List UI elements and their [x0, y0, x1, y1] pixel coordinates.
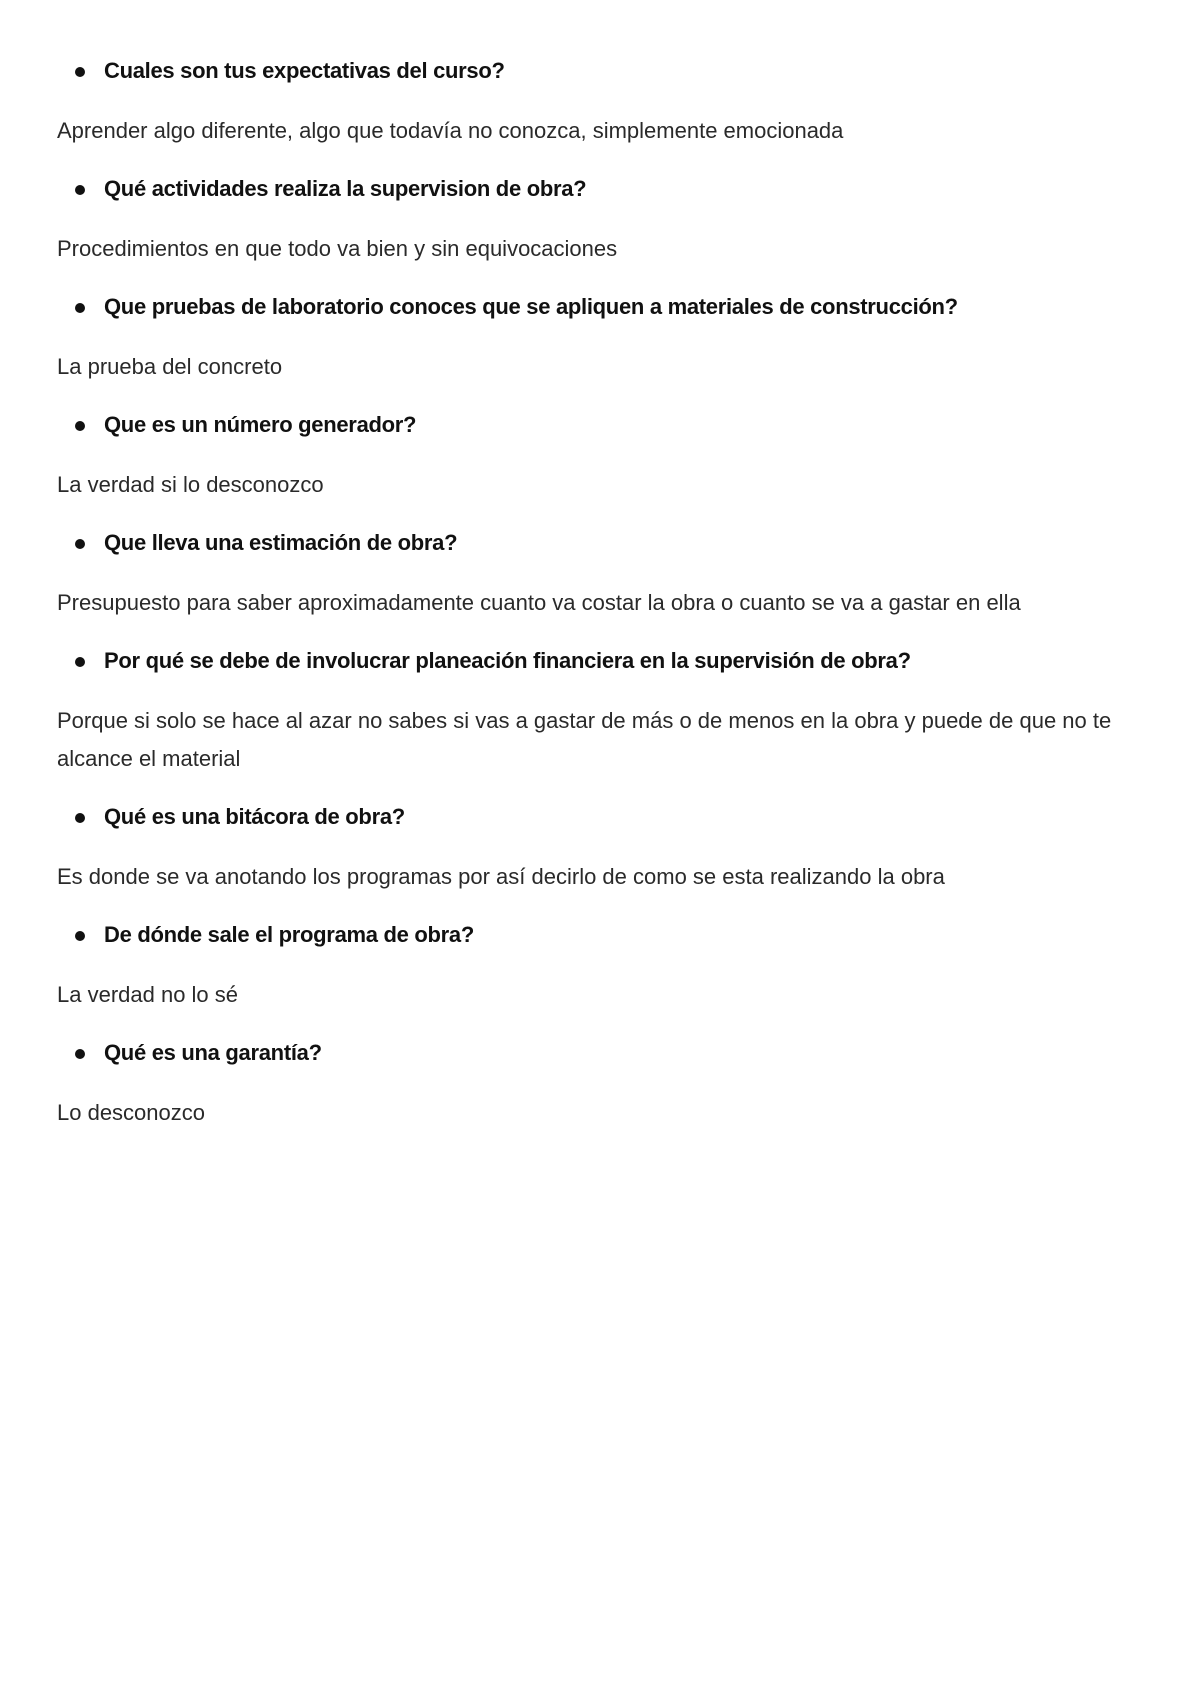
- question-text: Cuales son tus expectativas del curso?: [104, 58, 505, 83]
- answer-text: La verdad si lo desconozco: [57, 472, 324, 497]
- bullet-icon: [75, 421, 85, 431]
- bullet-icon: [75, 1049, 85, 1059]
- question: [57, 802, 1142, 832]
- question-text: Que lleva una estimación de obra?: [104, 530, 458, 555]
- qa-item-estimacion: [57, 528, 1142, 622]
- question-text: Que pruebas de laboratorio conoces que se apliquen a materiales de construcción?: [104, 294, 958, 319]
- bullet-icon: [75, 185, 85, 195]
- answer-text: Procedimientos en que todo va bien y sin equivocaciones: [57, 236, 618, 261]
- question: [57, 410, 1142, 440]
- question: [57, 920, 1142, 950]
- question: [57, 56, 1142, 86]
- bullet-icon: [75, 67, 85, 77]
- answer-text: La prueba del concreto: [57, 354, 283, 379]
- question-text: Qué es una garantía?: [104, 1040, 322, 1065]
- question-text: Qué actividades realiza la supervision de obra?: [104, 176, 587, 201]
- bullet-icon: [75, 657, 85, 667]
- bullet-icon: [75, 813, 85, 823]
- qa-item-numero-generador: [57, 410, 1142, 504]
- question-text: Que es un número generador?: [104, 412, 417, 437]
- bullet-icon: [75, 931, 85, 941]
- qa-item-pruebas: [57, 292, 1142, 386]
- bullet-icon: [75, 303, 85, 313]
- answer-text: Aprender algo diferente, algo que todavía no conozca, simplemente emocionada: [57, 118, 844, 143]
- question: [57, 1038, 1142, 1068]
- document-page: [57, 56, 1142, 1156]
- question: [57, 292, 1142, 322]
- answer-text: Lo desconozco: [57, 1100, 205, 1125]
- answer-text: Presupuesto para saber aproximadamente cuanto va costar la obra o cuanto se va a gastar en ella: [57, 590, 1021, 615]
- qa-item-bitacora: [57, 802, 1142, 896]
- qa-item-expectativas: [57, 56, 1142, 150]
- question: [57, 174, 1142, 204]
- question: [57, 646, 1142, 676]
- qa-item-planeacion: [57, 646, 1142, 778]
- answer-text: La verdad no lo sé: [57, 982, 239, 1007]
- question-text: De dónde sale el programa de obra?: [104, 922, 475, 947]
- bullet-icon: [75, 539, 85, 549]
- answer-text: Porque si solo se hace al azar no sabes si vas a gastar de más o de menos en la obra y puede de que no te alcance el material: [57, 708, 1112, 771]
- qa-item-programa: [57, 920, 1142, 1014]
- question-text: Qué es una bitácora de obra?: [104, 804, 405, 829]
- qa-item-actividades: [57, 174, 1142, 268]
- qa-item-garantia: [57, 1038, 1142, 1132]
- question: [57, 528, 1142, 558]
- answer-text: Es donde se va anotando los programas por así decirlo de como se esta realizando la obra: [57, 864, 945, 889]
- question-text: Por qué se debe de involucrar planeación financiera en la supervisión de obra?: [104, 648, 911, 673]
